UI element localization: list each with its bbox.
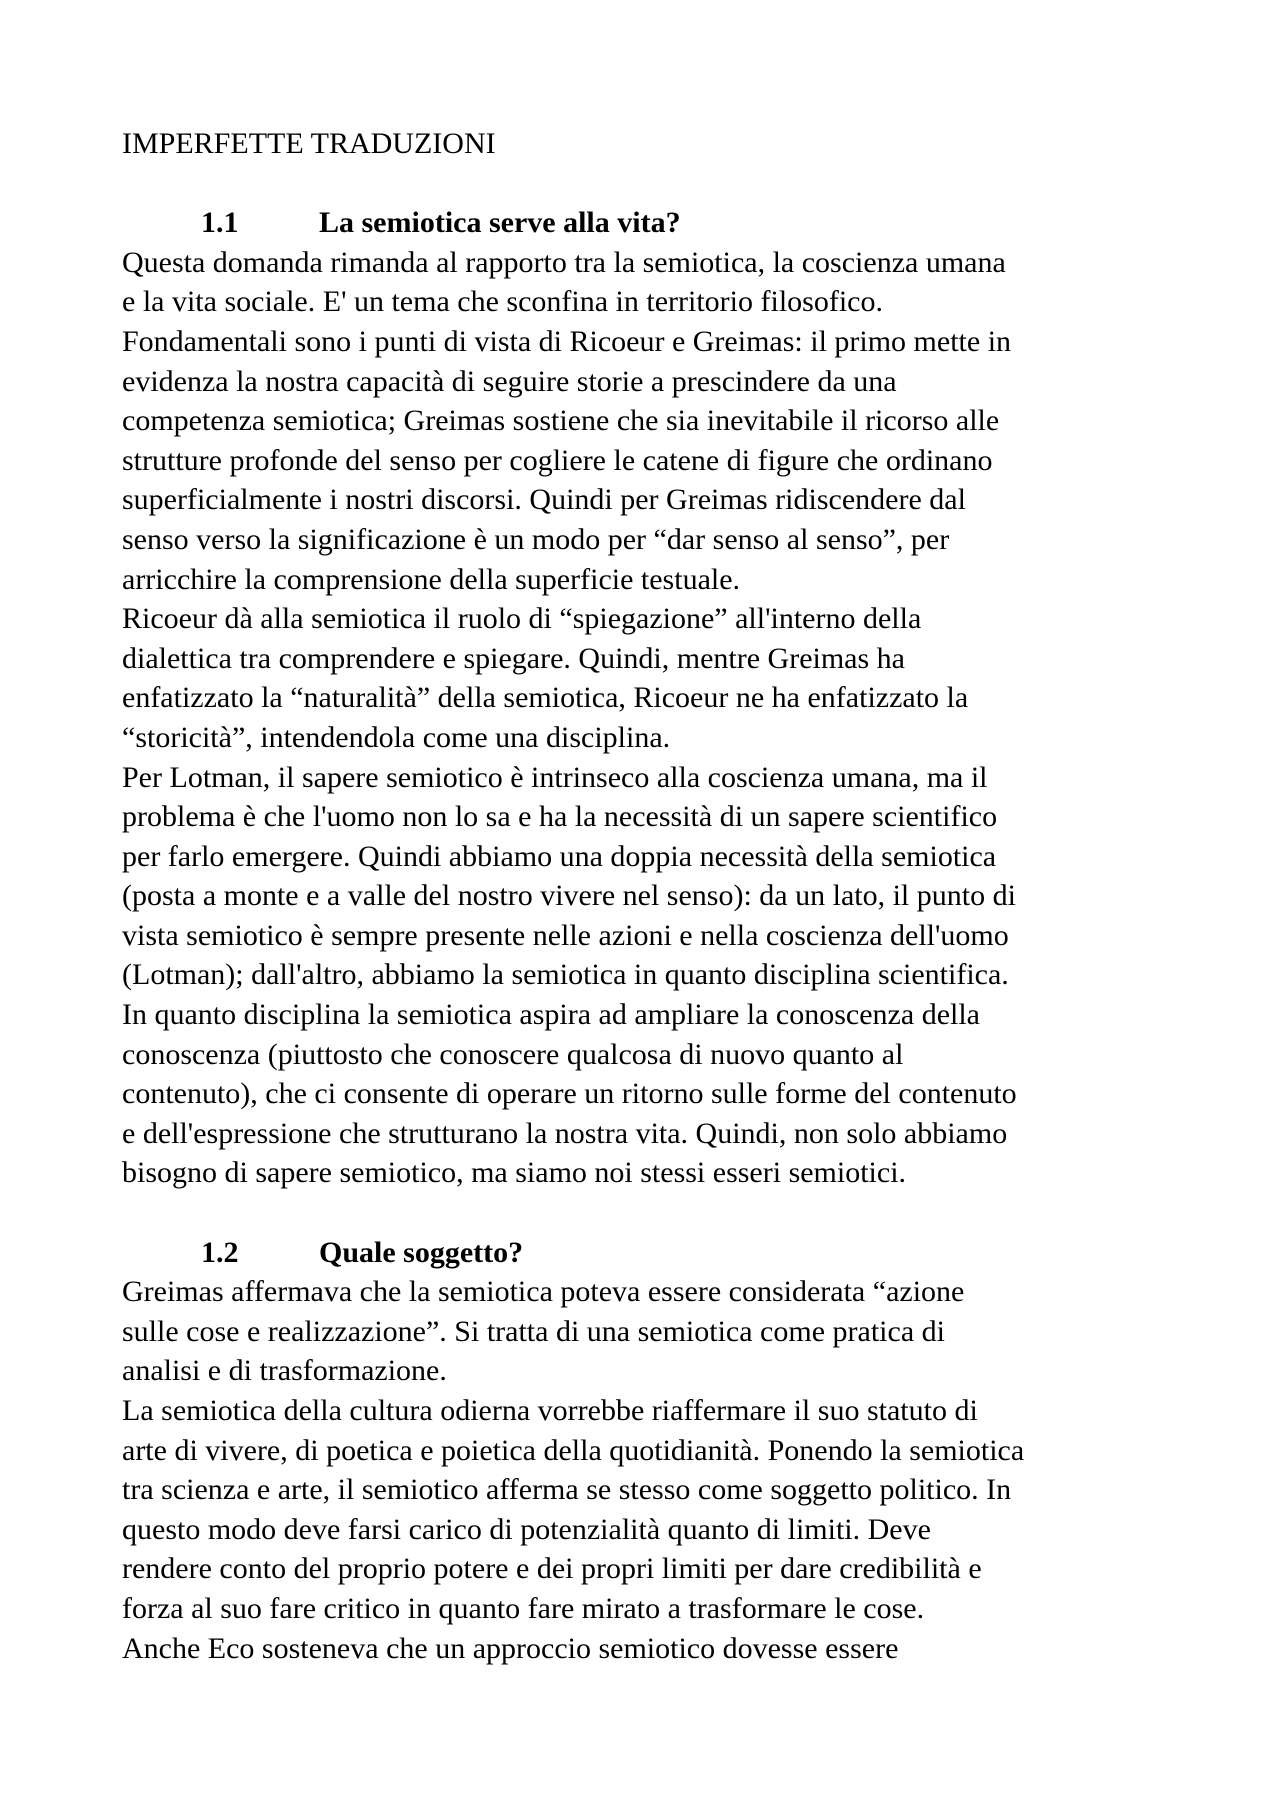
section-heading-1-2	[122, 1233, 1182, 1273]
text-line: questo modo deve farsi carico di potenzialità quanto di limiti. Deve	[122, 1512, 931, 1546]
text-line: strutture profonde del senso per cogliere le catene di figure che ordinano	[122, 443, 993, 477]
document-title: IMPERFETTE TRADUZIONI	[122, 127, 496, 160]
text-line: evidenza la nostra capacità di seguire storie a prescindere da una	[122, 364, 897, 398]
text-line: contenuto), che ci consente di operare un ritorno sulle forme del contenuto	[122, 1077, 1017, 1111]
text-line: Fondamentali sono i punti di vista di Ricoeur e Greimas: il primo mette in	[122, 324, 1012, 358]
text-line: superficialmente i nostri discorsi. Quindi per Greimas ridiscendere dal	[122, 483, 966, 517]
text-line: Anche Eco sosteneva che un approccio semiotico dovesse essere	[122, 1631, 899, 1665]
text-line: In quanto disciplina la semiotica aspira ad ampliare la conoscenza della	[122, 998, 980, 1032]
text-line: e la vita sociale. E' un tema che sconfina in territorio filosofico.	[122, 285, 883, 319]
text-line: Ricoeur dà alla semiotica il ruolo di “spiegazione” all'interno della	[122, 602, 922, 636]
text-line: (posta a monte e a valle del nostro vivere nel senso): da un lato, il punto di	[122, 879, 1016, 913]
section-title: La semiotica serve alla vita?	[319, 206, 681, 240]
section-number: 1.1	[201, 206, 239, 240]
paragraph	[122, 1272, 1182, 1391]
paragraph	[122, 599, 1182, 757]
text-line: forza al suo fare critico in quanto fare mirato a trasformare le cose.	[122, 1591, 925, 1625]
text-line: vista semiotico è sempre presente nelle azioni e nella coscienza dell'uomo	[122, 918, 1009, 952]
text-line: arricchire la comprensione della superficie testuale.	[122, 562, 741, 596]
section-heading-1-1	[122, 203, 1182, 243]
text-line: (Lotman); dall'altro, abbiamo la semiotica in quanto disciplina scientifica.	[122, 958, 1009, 992]
text-line: Greimas affermava che la semiotica poteva essere considerata “azione	[122, 1275, 965, 1309]
paragraph	[122, 758, 1182, 1194]
text-line: competenza semiotica; Greimas sostiene che sia inevitabile il ricorso alle	[122, 404, 1000, 438]
text-line: Questa domanda rimanda al rapporto tra la semiotica, la coscienza umana	[122, 245, 1006, 279]
text-line: tra scienza e arte, il semiotico afferma se stesso come soggetto politico. In	[122, 1473, 1012, 1507]
text-line: sulle cose e realizzazione”. Si tratta di una semiotica come pratica di	[122, 1314, 945, 1348]
text-line: conoscenza (piuttosto che conoscere qualcosa di nuovo quanto al	[122, 1037, 904, 1071]
paragraph	[122, 1391, 1182, 1629]
text-line: La semiotica della cultura odierna vorrebbe riaffermare il suo statuto di	[122, 1394, 978, 1427]
text-line: dialettica tra comprendere e spiegare. Quindi, mentre Greimas ha	[122, 641, 905, 675]
paragraph	[122, 243, 1182, 599]
text-line: e dell'espressione che strutturano la nostra vita. Quindi, non solo abbiamo	[122, 1116, 1008, 1150]
section-number: 1.2	[201, 1235, 239, 1269]
paragraph	[122, 1629, 1182, 1669]
text-line: bisogno di sapere semiotico, ma siamo noi stessi esseri semiotici.	[122, 1156, 907, 1190]
text-line: Per Lotman, il sapere semiotico è intrinseco alla coscienza umana, ma il	[122, 760, 988, 794]
text-line: per farlo emergere. Quindi abbiamo una doppia necessità della semiotica	[122, 839, 997, 873]
document-body	[122, 124, 1182, 1668]
text-line: arte di vivere, di poetica e poietica della quotidianità. Ponendo la semiotica	[122, 1433, 1025, 1467]
text-line: enfatizzato la “naturalità” della semiotica, Ricoeur ne ha enfatizzato la	[122, 681, 969, 715]
text-line: problema è che l'uomo non lo sa e ha la necessità di un sapere scientifico	[122, 800, 998, 834]
text-line: “storicità”, intendendola come una disciplina.	[122, 720, 671, 754]
section-title: Quale soggetto?	[319, 1235, 524, 1269]
text-line: analisi e di trasformazione.	[122, 1354, 447, 1388]
text-line: rendere conto del proprio potere e dei propri limiti per dare credibilità e	[122, 1552, 982, 1586]
blank-line	[122, 1193, 1182, 1233]
text-line: senso verso la significazione è un modo per “dar senso al senso”, per	[122, 522, 950, 556]
